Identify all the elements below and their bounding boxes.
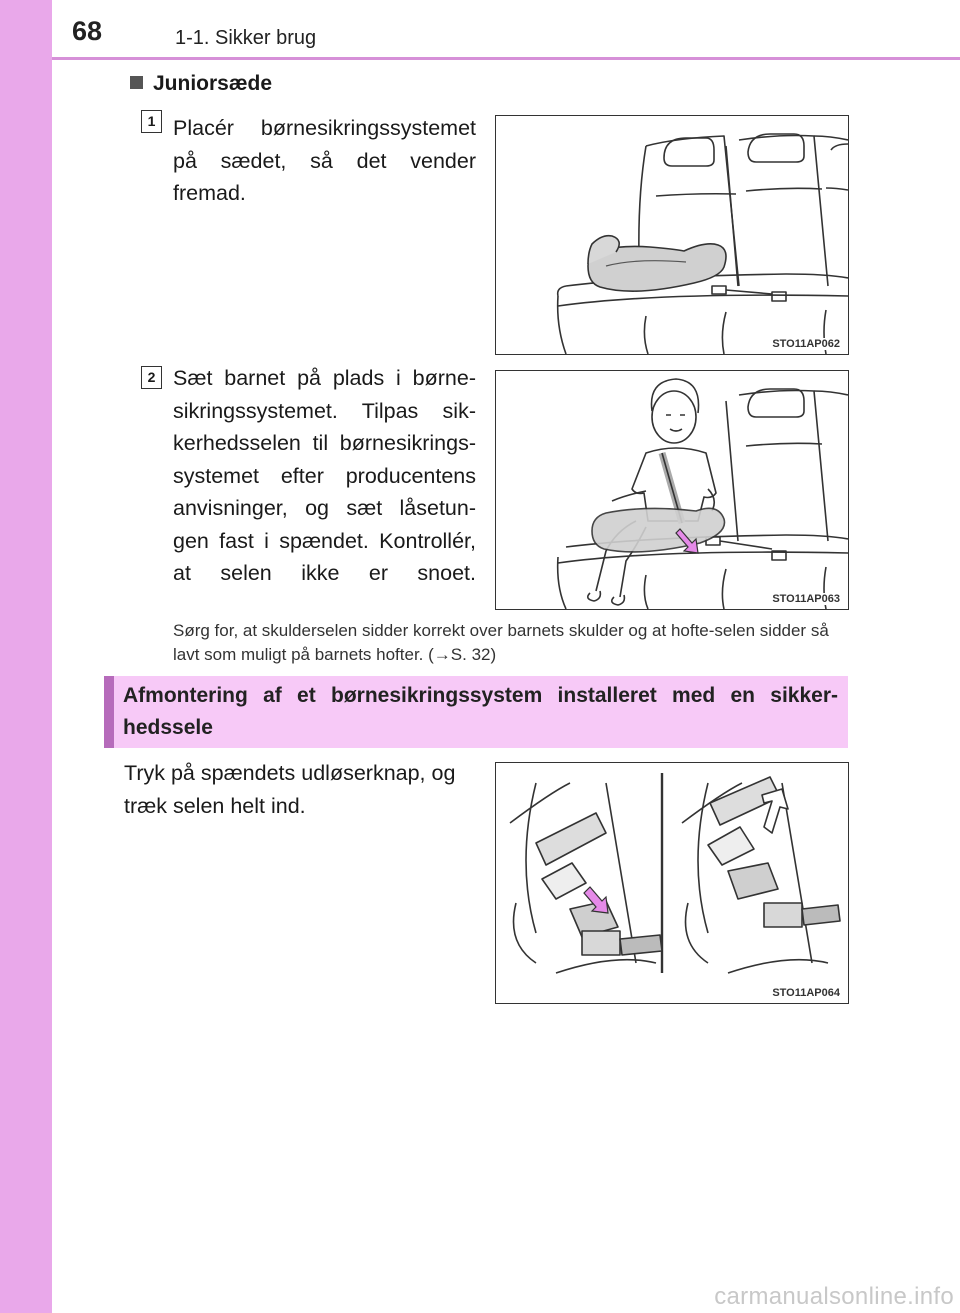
step-1-text: Placér børnesikringssystemet på sædet, så det vender fremad. xyxy=(173,116,476,205)
child-seated-illustration xyxy=(496,371,848,609)
square-bullet-icon xyxy=(130,76,143,89)
figure-buckle-release xyxy=(495,762,849,1004)
section-body-text: Tryk på spændets udløserknap, og træk selen helt ind. xyxy=(124,761,456,818)
booster-seat-illustration xyxy=(496,116,848,354)
step-number-2: 2 xyxy=(141,366,162,389)
side-stripe xyxy=(0,0,52,1313)
section-heading-bar xyxy=(104,676,114,748)
note-text: Sørg for, at skulderselen sidder korrekt over barnets skulder og at hofte-selen sidder så lavt som muligt på barnets hofter. (→S. 32) xyxy=(173,621,829,664)
figure-code: STO11AP062 xyxy=(772,338,840,350)
figure-code: STO11AP063 xyxy=(772,593,840,605)
subheading-text: Juniorsæde xyxy=(153,72,273,95)
step-number-1: 1 xyxy=(141,110,162,133)
section-reference: 1-1. Sikker brug xyxy=(175,27,317,49)
page-number: 68 xyxy=(72,16,103,46)
subheading xyxy=(130,72,272,96)
section-heading-box xyxy=(104,676,848,748)
figure-code: STO11AP064 xyxy=(772,987,840,999)
step-2-text: Sæt barnet på plads i børne-sikringssystemet. Tilpas sik-kerhedsselen til børnesikrings-systemet efter producentens anvisninger, og sæt låsetun-gen fast i spændet. Kontrollér, at selen ikke er snoet. xyxy=(173,366,476,585)
header-rule xyxy=(52,57,960,60)
figure-booster-seat xyxy=(495,115,849,355)
figure-child-in-booster xyxy=(495,370,849,610)
watermark: carmanualsonline.info xyxy=(714,1283,954,1310)
buckle-release-illustration xyxy=(496,763,848,1003)
section-heading-title: Afmontering af et børnesikringssystem installeret med en sikker-hedssele xyxy=(123,684,838,739)
